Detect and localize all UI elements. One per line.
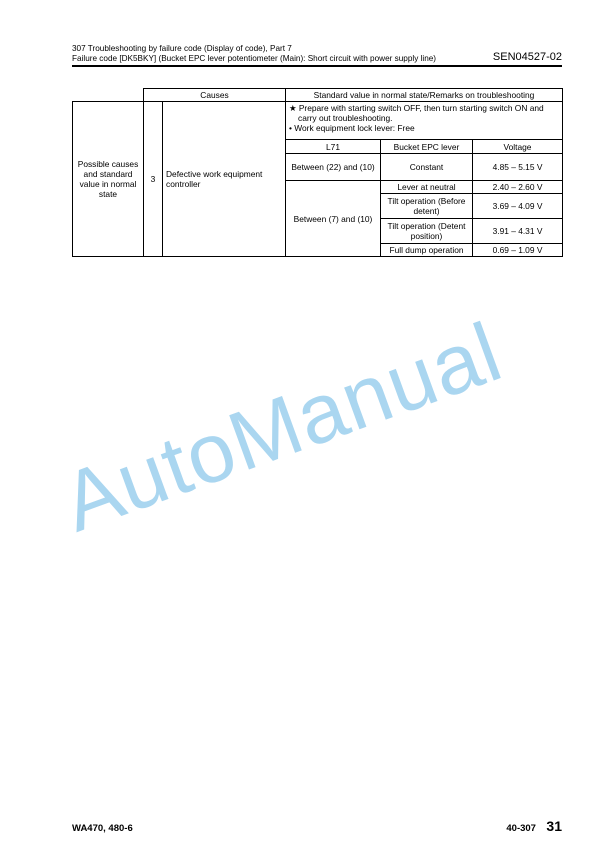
footer-section-ref: 40-307 <box>506 823 536 834</box>
header-section-title: 307 Troubleshooting by failure code (Display of code), Part 7 <box>72 44 292 53</box>
cause-text: Defective work equipment controller <box>163 102 286 257</box>
header-doc-code: SEN04527-02 <box>492 51 562 63</box>
blank-corner <box>73 89 144 102</box>
cause-number: 3 <box>144 102 163 257</box>
voltage-cell: 3.69 – 4.09 V <box>473 194 563 219</box>
voltage-cell: 2.40 – 2.60 V <box>473 181 563 194</box>
standard-value-header: Standard value in normal state/Remarks on troubleshooting <box>286 89 563 102</box>
pin-group-22-10: Between (22) and (10) <box>286 154 381 181</box>
subheader-l71: L71 <box>286 140 381 154</box>
voltage-cell: 3.91 – 4.31 V <box>473 219 563 244</box>
condition-cell: Constant <box>381 154 473 181</box>
row-label: Possible causes and standard value in normal state <box>73 102 144 257</box>
footer-page-ref <box>506 818 562 836</box>
header-rule <box>72 65 562 67</box>
subheader-lever: Bucket EPC lever <box>381 140 473 154</box>
voltage-cell: 4.85 – 5.15 V <box>473 154 563 181</box>
voltage-cell: 0.69 – 1.09 V <box>473 244 563 257</box>
condition-cell: Lever at neutral <box>381 181 473 194</box>
causes-header: Causes <box>144 89 286 102</box>
remark-lock-lever: • Work equipment lock lever: Free <box>289 123 415 133</box>
condition-cell: Tilt operation (Detent position) <box>381 219 473 244</box>
page-number: 31 <box>546 818 562 834</box>
footer-model: WA470, 480-6 <box>72 823 133 834</box>
troubleshooting-table <box>72 88 563 257</box>
subheader-voltage: Voltage <box>473 140 563 154</box>
page-header <box>72 44 562 64</box>
watermark: AutoManual <box>50 304 514 550</box>
header-failure-code: Failure code [DK5BKY] (Bucket EPC lever potentiometer (Main): Short circuit with power supply line) <box>72 54 437 63</box>
remark-prepare: ★ Prepare with starting switch OFF, then turn starting switch ON and carry out troubleshooting. <box>289 103 544 123</box>
pin-group-7-10: Between (7) and (10) <box>286 181 381 257</box>
remarks-cell <box>286 102 563 140</box>
condition-cell: Tilt operation (Before detent) <box>381 194 473 219</box>
condition-cell: Full dump operation <box>381 244 473 257</box>
